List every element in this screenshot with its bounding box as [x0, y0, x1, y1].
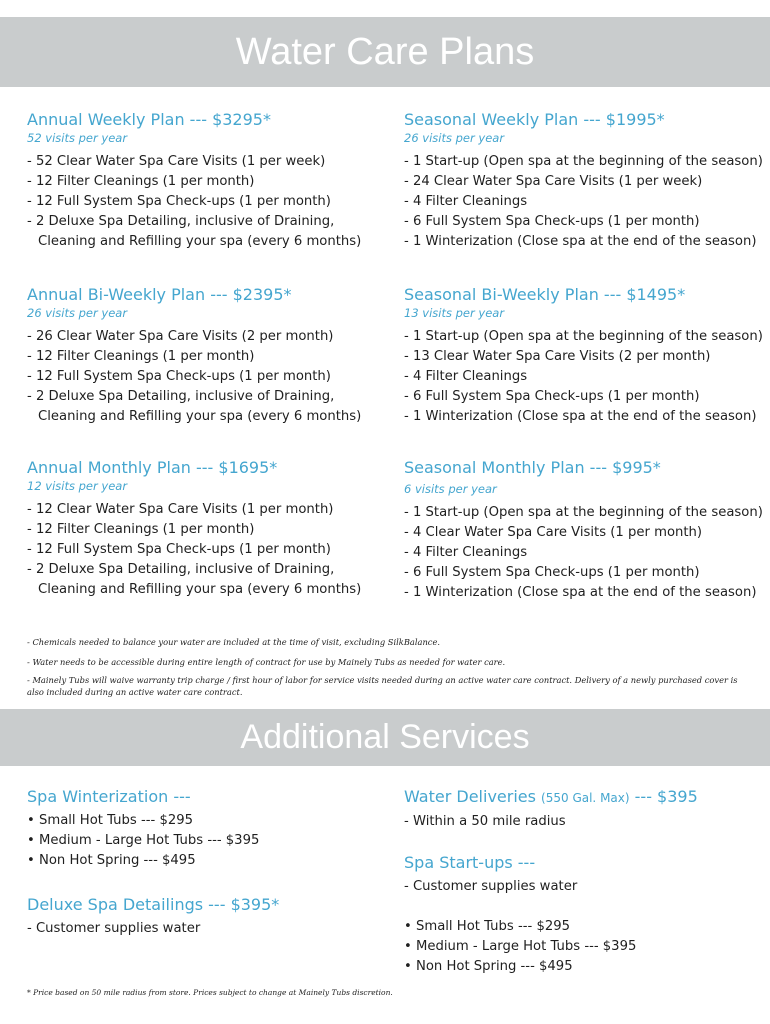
spa-startups	[404, 853, 766, 977]
list-item-continuation: Cleaning and Refilling your spa (every 6 months)	[38, 582, 362, 597]
note-water-access: - Water needs to be accessible during entire length of contract for use by Mainely Tubs as needed for water care.	[27, 657, 506, 667]
list-item: - 1 Winterization (Close spa at the end of the season)	[404, 234, 757, 249]
deluxe-spa-detailings	[27, 895, 389, 939]
plan-visits: 52 visits per year	[27, 131, 128, 145]
spa-winterization	[27, 787, 389, 871]
list-item: - 13 Clear Water Spa Care Visits (2 per month)	[404, 349, 711, 364]
plan-visits: 12 visits per year	[27, 479, 128, 493]
list-item: - 4 Filter Cleanings	[404, 194, 528, 209]
seasonal-biweekly-plan	[404, 285, 766, 427]
list-item: - 6 Full System Spa Check-ups (1 per month)	[404, 565, 700, 580]
list-item-continuation: Cleaning and Refilling your spa (every 6 months)	[38, 409, 362, 424]
list-item: - 52 Clear Water Spa Care Visits (1 per week)	[27, 154, 326, 169]
list-item: - 1 Start-up (Open spa at the beginning of the season)	[404, 329, 763, 344]
annual-weekly-plan	[27, 110, 389, 252]
plan-title: Annual Bi-Weekly Plan --- $2395*	[27, 285, 292, 304]
list-item: - 2 Deluxe Spa Detailing, inclusive of Draining,	[27, 389, 335, 404]
plan-visits: 6 visits per year	[404, 482, 497, 496]
service-title-price: --- $395	[629, 787, 698, 806]
list-item: - 12 Filter Cleanings (1 per month)	[27, 174, 255, 189]
additional-services-banner	[0, 709, 770, 766]
service-title-note: (550 Gal. Max)	[541, 791, 630, 805]
section-title: Additional Services	[240, 718, 530, 756]
list-item: • Non Hot Spring --- $495	[404, 959, 573, 974]
list-item: - 12 Filter Cleanings (1 per month)	[27, 522, 255, 537]
list-item: - 4 Filter Cleanings	[404, 545, 528, 560]
list-item: - 2 Deluxe Spa Detailing, inclusive of Draining,	[27, 562, 335, 577]
seasonal-weekly-plan	[404, 110, 766, 252]
list-item: • Medium - Large Hot Tubs --- $395	[404, 939, 637, 954]
list-item: - 12 Full System Spa Check-ups (1 per month)	[27, 369, 331, 384]
plan-visits: 13 visits per year	[404, 306, 505, 320]
seasonal-monthly-plan	[404, 458, 766, 603]
list-item: - 12 Full System Spa Check-ups (1 per month)	[27, 542, 331, 557]
note-warranty: - Mainely Tubs will waive warranty trip charge / first hour of labor for service visits needed during an active water care contract. Delivery of a newly purchased cover is also included during an active water care contract.	[27, 675, 738, 697]
list-item: - 12 Full System Spa Check-ups (1 per month)	[27, 194, 331, 209]
water-deliveries	[404, 787, 766, 832]
list-item: - 6 Full System Spa Check-ups (1 per month)	[404, 214, 700, 229]
service-title-main: Water Deliveries	[404, 787, 542, 806]
note-chemicals: - Chemicals needed to balance your water are included at the time of visit, excluding SilkBalance.	[27, 637, 440, 647]
plan-title: Annual Weekly Plan --- $3295*	[27, 110, 271, 129]
plan-visits: 26 visits per year	[27, 306, 128, 320]
page-title: Water Care Plans	[235, 31, 535, 73]
service-title: Spa Winterization ---	[27, 787, 191, 806]
list-item: • Small Hot Tubs --- $295	[27, 813, 194, 828]
list-item: - 1 Winterization (Close spa at the end of the season)	[404, 409, 757, 424]
list-item: - 12 Filter Cleanings (1 per month)	[27, 349, 255, 364]
plan-title: Seasonal Bi-Weekly Plan --- $1495*	[404, 285, 686, 304]
list-item-continuation: Cleaning and Refilling your spa (every 6 months)	[38, 234, 362, 249]
list-item: - 1 Start-up (Open spa at the beginning of the season)	[404, 154, 763, 169]
footer-note: * Price based on 50 mile radius from store. Prices subject to change at Mainely Tubs discretion.	[27, 988, 393, 997]
service-title	[404, 787, 766, 808]
annual-monthly-plan	[27, 458, 389, 600]
service-title: Spa Start-ups ---	[404, 853, 536, 872]
plan-title: Seasonal Weekly Plan --- $1995*	[404, 110, 665, 129]
list-item: • Non Hot Spring --- $495	[27, 853, 196, 868]
plan-title: Seasonal Monthly Plan --- $995*	[404, 458, 661, 477]
list-item: • Medium - Large Hot Tubs --- $395	[27, 833, 260, 848]
list-item: - 4 Clear Water Spa Care Visits (1 per month)	[404, 525, 703, 540]
list-item: - 4 Filter Cleanings	[404, 369, 528, 384]
list-item: - Customer supplies water	[404, 879, 578, 894]
list-item: - 24 Clear Water Spa Care Visits (1 per week)	[404, 174, 703, 189]
plan-visits: 26 visits per year	[404, 131, 505, 145]
list-item: - 6 Full System Spa Check-ups (1 per month)	[404, 389, 700, 404]
list-item: - Customer supplies water	[27, 921, 201, 936]
list-item: - 26 Clear Water Spa Care Visits (2 per month)	[27, 329, 334, 344]
annual-biweekly-plan	[27, 285, 389, 427]
plan-title: Annual Monthly Plan --- $1695*	[27, 458, 278, 477]
list-item: - 12 Clear Water Spa Care Visits (1 per month)	[27, 502, 334, 517]
service-title: Deluxe Spa Detailings --- $395*	[27, 895, 280, 914]
list-item: - Within a 50 mile radius	[404, 814, 566, 829]
list-item: - 2 Deluxe Spa Detailing, inclusive of Draining,	[27, 214, 335, 229]
list-item: - 1 Winterization (Close spa at the end of the season)	[404, 585, 757, 600]
water-care-plans-banner	[0, 17, 770, 87]
list-item: • Small Hot Tubs --- $295	[404, 919, 571, 934]
list-item: - 1 Start-up (Open spa at the beginning of the season)	[404, 505, 763, 520]
